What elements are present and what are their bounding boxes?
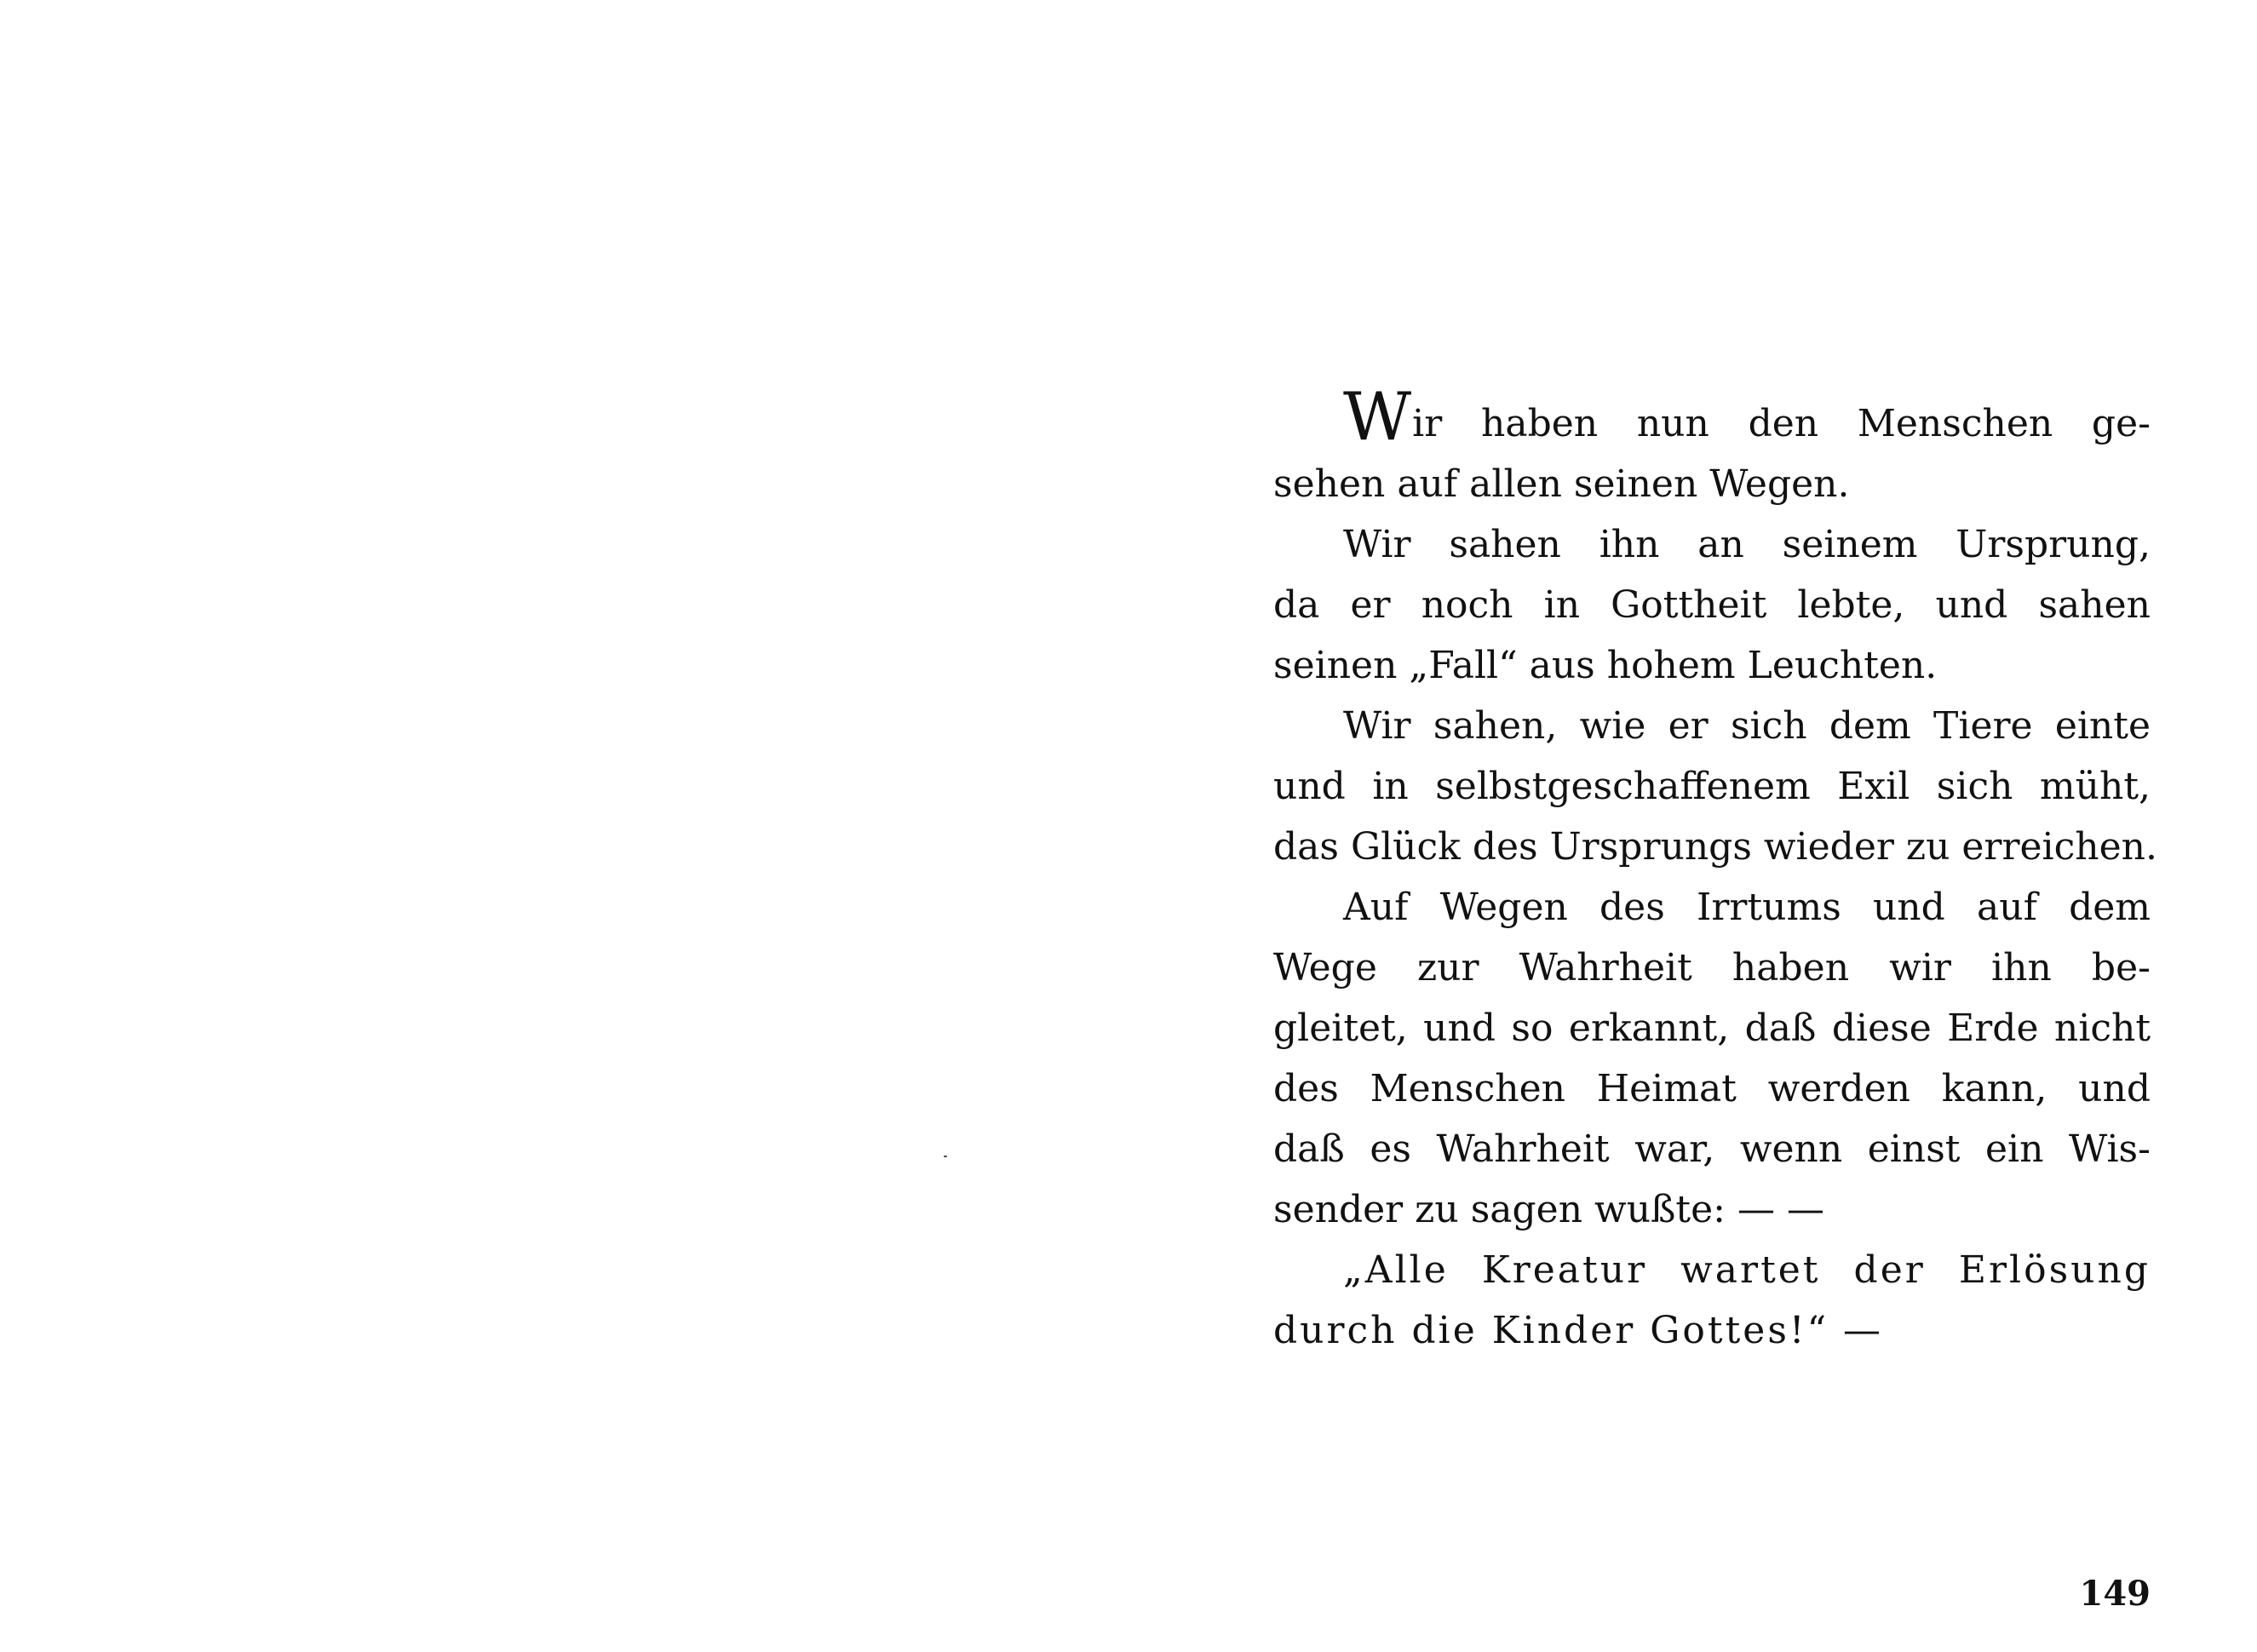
text-line: des Menschen Heimat werden kann, und xyxy=(1273,1067,2151,1110)
left-page-blank xyxy=(0,0,1128,1652)
initial-letter: W xyxy=(1343,379,1413,456)
paragraph-5 xyxy=(1273,1240,2151,1361)
page-number: 149 xyxy=(2079,1574,2151,1614)
text-line: da er noch in Gottheit lebte, und sahen xyxy=(1273,583,2151,627)
text-line: Auf Wegen des Irrtums und auf dem xyxy=(1343,886,2151,929)
text-line: „Alle Kreatur wartet der Erlösung xyxy=(1343,1248,2151,1292)
paragraph-1 xyxy=(1273,379,2151,514)
body-text xyxy=(1273,379,2157,1361)
paragraph-4 xyxy=(1273,877,2151,1240)
text-line: Wir sahen ihn an seinem Ursprung, xyxy=(1343,523,2151,566)
text-line: daß es Wahrheit war, wenn einst ein Wis- xyxy=(1273,1127,2151,1171)
text-line: sehen auf allen seinen Wegen. xyxy=(1273,462,1850,506)
paragraph-2 xyxy=(1273,514,2151,696)
text-line: und in selbstgeschaffenem Exil sich müht, xyxy=(1273,765,2151,808)
paragraph-3 xyxy=(1273,696,2157,877)
paper-speck xyxy=(944,1156,947,1157)
text-line: sender zu sagen wußte: — — xyxy=(1273,1188,1824,1231)
text-line: gleitet, und so erkannt, daß diese Erde nicht xyxy=(1273,1007,2151,1050)
text-line: das Glück des Ursprungs wieder zu erreichen. xyxy=(1273,825,2157,869)
text-line: seinen „Fall“ aus hohem Leuchten. xyxy=(1273,644,1938,687)
text-line: durch die Kinder Gottes!“ — xyxy=(1273,1309,1884,1352)
text-line: Wir haben nun den Menschen ge- xyxy=(1343,379,2151,456)
right-page xyxy=(1128,0,2257,1652)
text-line: Wir sahen, wie er sich dem Tiere einte xyxy=(1343,704,2151,748)
text-line: Wege zur Wahrheit haben wir ihn be- xyxy=(1273,946,2151,989)
